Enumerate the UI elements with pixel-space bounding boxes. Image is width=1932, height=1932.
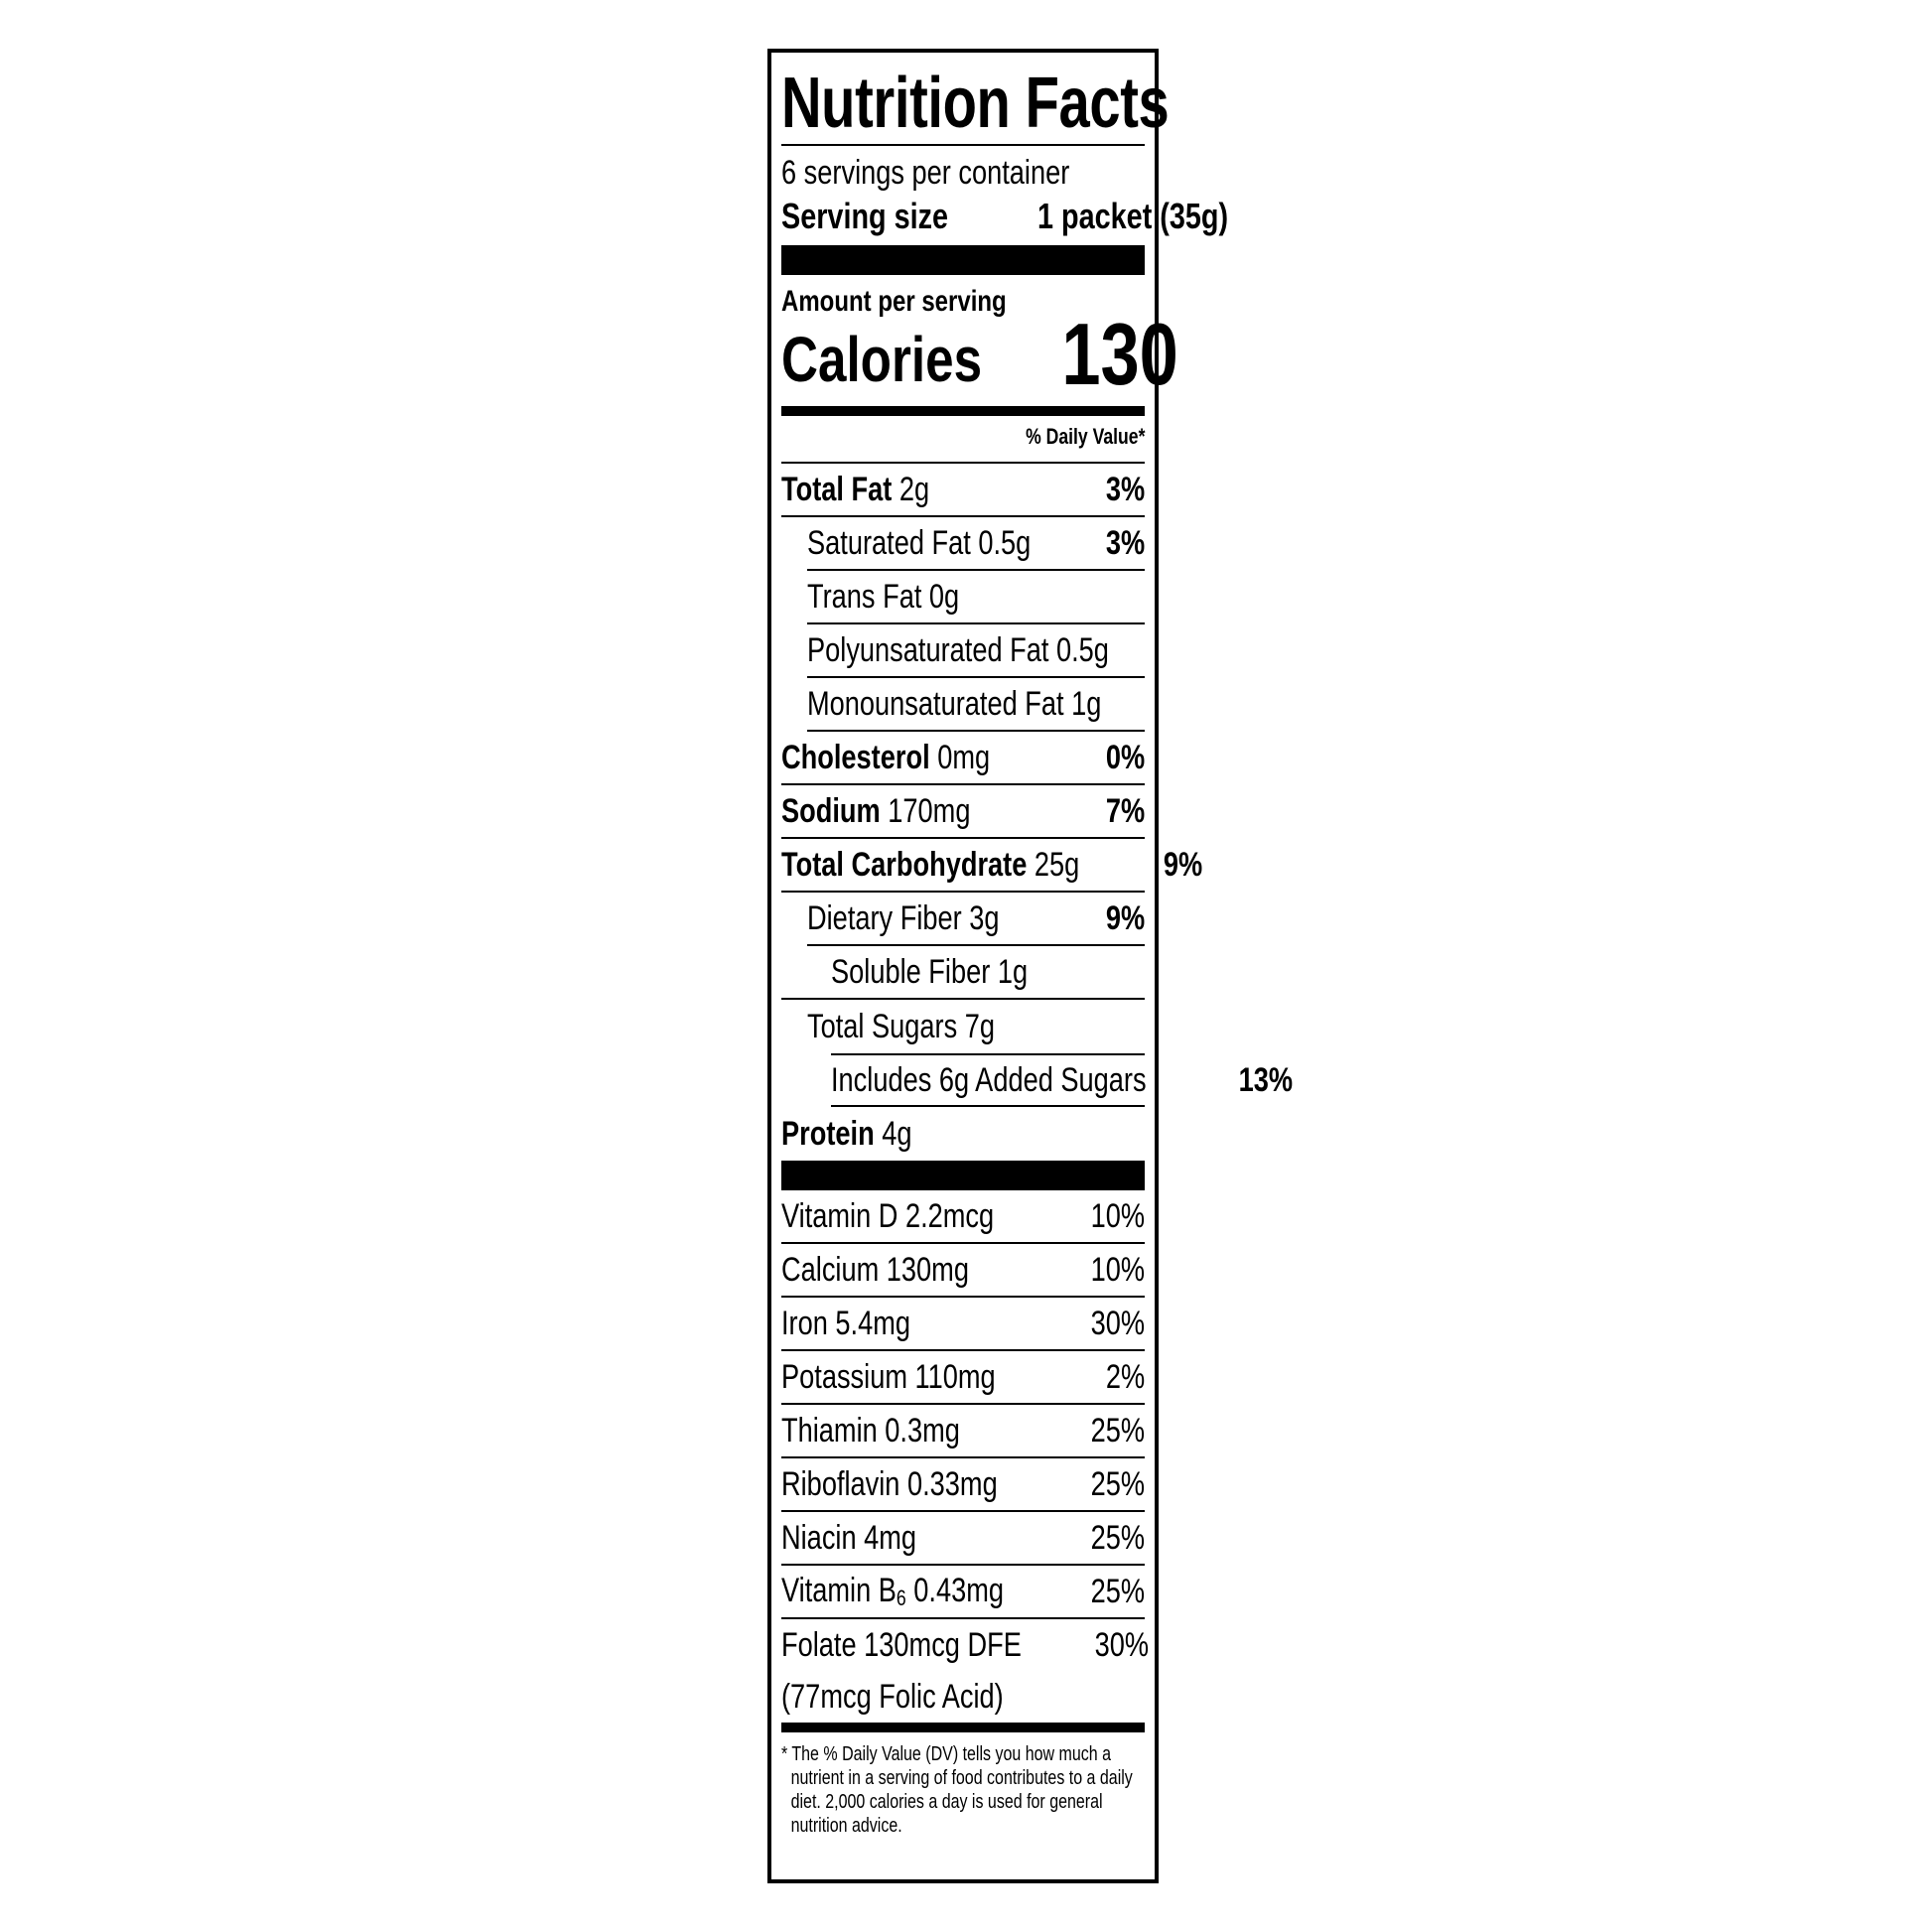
vitamin-dv: 25% [1090,1464,1145,1503]
nutrient-name: Total Carbohydrate [781,845,1028,884]
serving-size-row [781,194,1229,245]
nutrient-dv: 9% [1164,845,1203,884]
nutrient-name: Soluble Fiber 1g [831,952,1029,991]
nutrient-row-added-sugars [831,1053,1294,1107]
vitamin-dv: 10% [1090,1250,1145,1289]
serving-size-value: 1 packet (35g) [1037,196,1229,236]
servings-text: 6 servings per container [781,154,1070,192]
vitamin-row-vitamin-b6 [781,1566,1145,1619]
nutrient-name: Trans Fat 0g [807,577,960,616]
nutrient-dv: 3% [1105,470,1145,508]
vitamin-name: Riboflavin 0.33mg [781,1464,998,1503]
nutrient-dv: 7% [1105,791,1145,830]
vitamin-row-folate [781,1619,1150,1723]
calories-label: Calories [781,324,983,395]
nutrient-name: Sodium [781,791,881,830]
vitamin-dv: 30% [1090,1304,1145,1342]
nutrient-amount: 170mg [888,791,971,830]
servings-per-container [781,152,1145,194]
vitamin-name: Calcium 130mg [781,1250,969,1289]
vitamin-name: Thiamin 0.3mg [781,1411,960,1449]
nutrient-name: Dietary Fiber 3g [807,898,1000,937]
vitamin-name: Vitamin B [781,1572,897,1609]
nutrient-row-trans-fat [807,571,1145,624]
nutrient-amount: 25g [1034,845,1080,884]
vitamin-dv: 30% [1094,1626,1150,1664]
daily-value-header [781,422,1145,464]
vitamin-row-calcium [781,1244,1145,1298]
calories-value: 130 [1060,305,1178,403]
medium-divider [781,1723,1145,1732]
nutrient-row-total-carbohydrate [781,839,1203,893]
folic-acid-note: (77mcg Folic Acid) [781,1678,1004,1716]
vitamin-amount: 0.43mg [913,1572,1004,1609]
vitamin-row-iron [781,1298,1145,1351]
vitamin-name: Iron 5.4mg [781,1304,911,1342]
nutrient-name: Protein [781,1114,875,1153]
divider [781,144,1145,146]
nutrient-amount: 0mg [937,738,991,776]
label-title [781,64,1170,144]
nutrient-name: Polyunsaturated Fat 0.5g [807,630,1109,669]
nutrient-amount: 2g [898,470,930,508]
vitamin-dv: 25% [1090,1572,1145,1610]
nutrient-row-monounsaturated-fat [807,678,1145,732]
vitamin-dv: 25% [1090,1518,1145,1557]
nutrient-row-polyunsaturated-fat [807,624,1145,678]
vitamin-dv: 2% [1105,1357,1145,1396]
vitamin-name: Potassium 110mg [781,1357,996,1396]
daily-value-header-text: % Daily Value* [1025,424,1145,449]
nutrient-row-soluble-fiber [781,946,1145,1000]
nutrient-amount: 4g [882,1114,912,1153]
serving-size-label: Serving size [781,196,949,236]
amount-per-serving-text: Amount per serving [781,285,1007,318]
nutrient-dv: 3% [1105,523,1145,562]
title-text: Nutrition Facts [781,64,1170,143]
nutrient-row-dietary-fiber [807,893,1145,946]
nutrient-row-saturated-fat [807,517,1145,571]
vitamin-dv: 25% [1090,1411,1145,1449]
vitamin-name: Vitamin D 2.2mcg [781,1196,995,1235]
vitamin-name: Folate 130mcg DFE [781,1626,1022,1664]
nutrient-dv: 0% [1105,738,1145,776]
thick-divider [781,1161,1145,1190]
nutrient-name: Includes 6g Added Sugars [831,1060,1147,1099]
thick-divider [781,245,1145,275]
nutrient-name: Monounsaturated Fat 1g [807,684,1102,723]
calories-row [781,305,1178,403]
nutrient-row-cholesterol [781,732,1145,785]
nutrient-row-total-sugars [807,1000,1145,1053]
nutrient-name: Total Sugars 7g [807,1007,996,1045]
vitamin-row-niacin [781,1512,1145,1566]
vitamin-row-thiamin [781,1405,1145,1458]
vitamin-subscript: 6 [896,1586,906,1610]
nutrient-row-protein [781,1107,1145,1161]
nutrient-dv: 9% [1105,898,1145,937]
vitamin-dv: 10% [1090,1196,1145,1235]
vitamin-row-potassium [781,1351,1145,1405]
vitamin-row-vitamin-d [781,1190,1145,1244]
daily-value-footnote: * The % Daily Value (DV) tells you how much a nutrient in a serving of food contributes to a daily diet. 2,000 calories a day is used for general nutrition advice. [781,1743,1133,1837]
nutrition-facts-label [767,49,1294,1883]
nutrient-dv: 13% [1238,1060,1294,1099]
nutrient-name: Cholesterol [781,738,930,776]
nutrient-row-total-fat [781,464,1145,517]
vitamin-name: Niacin 4mg [781,1518,917,1557]
nutrient-name: Total Fat [781,470,893,508]
vitamin-row-riboflavin [781,1458,1145,1512]
medium-divider [781,406,1145,416]
nutrient-name: Saturated Fat 0.5g [807,523,1032,562]
nutrient-row-sodium [781,785,1145,839]
